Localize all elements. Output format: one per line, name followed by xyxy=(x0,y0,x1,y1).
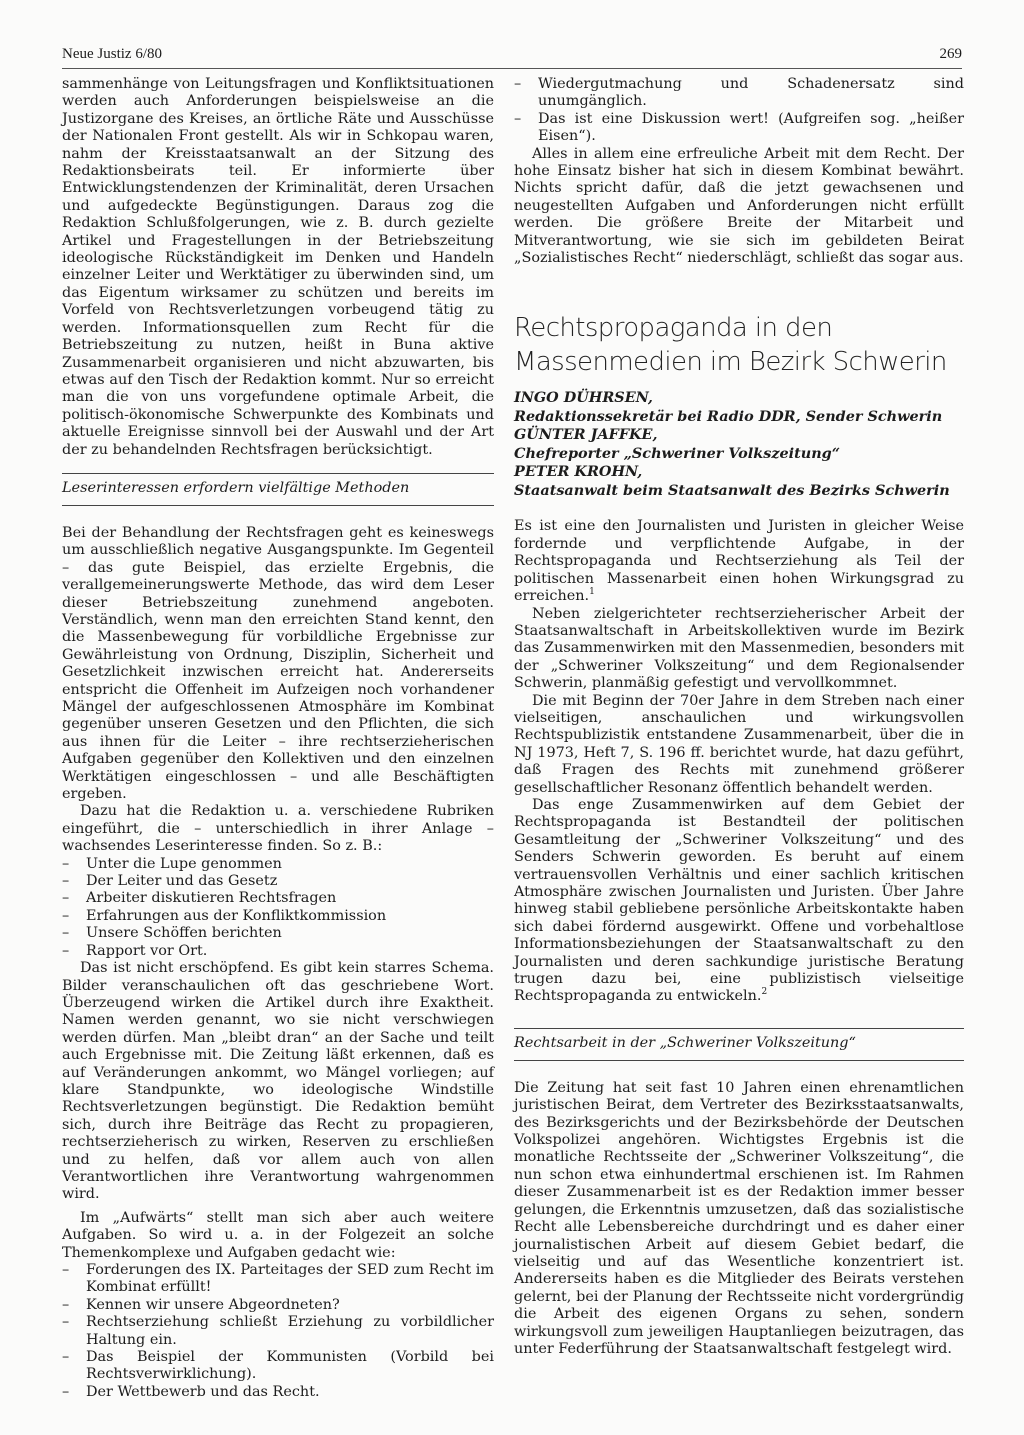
paragraph-text: Es ist eine den Journalisten und Juristen in gleicher Weise fordernde und verpflichtende Aufgabe, in der Rechtspropaganda und Rechtserziehung als Teil der politischen Massenarbeit einen hohen Wirkungsgrad zu erreichen. xyxy=(514,518,964,605)
topic-list-continued xyxy=(514,76,964,146)
list-item: – Unsere Schöffen berichten xyxy=(62,925,494,942)
paragraph: Die Zeitung hat seit fast 10 Jahren einen ehrenamtlichen juristischen Beirat, dem Vertreter des Bezirksstaatsanwalts, des Bezirksgerichts und der Bezirksbehörde der Deutschen Volkspolizei angehören. Wichtigstes Ergebnis ist die monatliche Rechtsseite der „Schweriner Volkszeitung“, die nun schon etwa einhundertmal erschienen ist. Im Rahmen dieser Zusammenarbeit ist es der Redaktion immer besser gelungen, die Erkenntnis umzusetzen, daß das sozialistische Recht alle Lebensbereiche durchdringt und es daher einer journalistischen Arbeit auf diesem Gebiet bedarf, die vielseitig und auf das Wesentliche konzentriert ist. Andererseits haben es die Mitglieder des Beirats verstehen gelernt, bei der Planung der Rechtsseite nicht vordergründig die Arbeit des eigenen Organs zu sehen, sondern wirkungsvoll zum jeweiligen Hauptanliegen beizutragen, das unter Federführung der Staatsanwaltschaft festgelegt wird. xyxy=(514,1079,964,1357)
paragraph: Im „Aufwärts“ stellt man sich aber auch weitere Aufgaben. So wird u. a. in der Folgezeit an solche Themenkomplexe und Aufgaben gedacht wie: xyxy=(62,1209,494,1261)
footnote-marker: 1 xyxy=(589,587,595,598)
paragraph: Die mit Beginn der 70er Jahre in dem Streben nach einer vielseitigen, anschaulichen und wirkungsvollen Rechtspublizistik entstandene Zusammenarbeit, über die in NJ 1973, Heft 7, S. 196 ff. berichtet wurde, hat dazu geführt, daß Fragen des Rechts mit zunehmend größerer gesellschaftlicher Resonanz öffentlich behandelt werden. xyxy=(514,692,964,796)
list-item: – Wiedergutmachung und Schadenersatz sind unumgänglich. xyxy=(514,76,964,111)
journal-issue: Neue Justiz 6/80 xyxy=(62,46,162,62)
author-role: Staatsanwalt beim Staatsanwalt des Bezirks Schwerin xyxy=(514,481,950,499)
list-item: – Der Wettbewerb und das Recht. xyxy=(62,1384,494,1401)
list-item: – Das Beispiel der Kommunisten (Vorbild bei Rechtsverwirklichung). xyxy=(62,1349,494,1384)
list-item: – Das ist eine Diskussion wert! (Aufgreifen sog. „heißer Eisen“). xyxy=(514,111,964,146)
running-header xyxy=(62,46,962,69)
rubric-list xyxy=(62,856,494,960)
author-name: INGO DÜHRSEN, xyxy=(514,389,653,407)
paragraph xyxy=(514,797,964,1006)
author-role: Redaktionssekretär bei Radio DDR, Sender Schwerin xyxy=(514,407,943,425)
section-heading: Rechtsarbeit in der „Schweriner Volkszeitung“ xyxy=(514,1029,964,1061)
list-item: – Forderungen des IX. Parteitages der SED zum Recht im Kombinat erfüllt! xyxy=(62,1262,494,1297)
paragraph xyxy=(514,518,964,605)
topic-list xyxy=(62,1262,494,1401)
footnote-marker: 2 xyxy=(761,987,768,998)
author-name: GÜNTER JAFFKE, xyxy=(514,426,658,444)
list-item: – Unter die Lupe genommen xyxy=(62,856,494,873)
left-column xyxy=(62,76,494,1401)
list-item: – Rapport vor Ort. xyxy=(62,943,494,960)
author-list xyxy=(514,389,964,500)
right-column xyxy=(514,76,964,1358)
paragraph: Dazu hat die Redaktion u. a. verschiedene Rubriken eingeführt, die – unterschiedlich in ihrer Anlage – wachsendes Leserinteresse finden. So z. B.: xyxy=(62,803,494,855)
paragraph: Das ist nicht erschöpfend. Es gibt kein starres Schema. Bilder veranschaulichen oft das geschriebene Wort. Überzeugend wirken die Artikel durch ihre Exaktheit. Namen werden genannt, wo sie nicht verschwiegen werden dürfen. Man „bleibt dran“ an der Sache und teilt auch Ergebnisse mit. Die Zeitung läßt erkennen, daß es auf Veränderungen ankommt, wo Mängel vorliegen; auf klare Standpunkte, wo ideologische Windstille Rechtsverletzungen begünstigt. Die Redaktion bemüht sich, durch ihre Beiträge das Recht zu propagieren, rechtserzieherisch zu wirken, Reserven zu erschließen und zu helfen, daß vor allem auch von allen Verantwortlichen ihre Verantwortung wahrgenommen wird. xyxy=(62,960,494,1203)
paragraph: Neben zielgerichteter rechtserzieherischer Arbeit der Staatsanwaltschaft in Arbeitskollektiven wurde im Bezirk das Zusammenwirken mit den Massenmedien, besonders mit der „Schweriner Volkszeitung“ und dem Regionalsender Schwerin, planmäßig gefestigt und vervollkommnet. xyxy=(514,605,964,692)
list-item: – Der Leiter und das Gesetz xyxy=(62,873,494,890)
list-item: – Rechtserziehung schließt Erziehung zu vorbildlicher Haltung ein. xyxy=(62,1314,494,1349)
article-title: Rechtspropaganda in den Massenmedien im Bezirk Schwerin xyxy=(514,313,947,378)
author-name: PETER KROHN, xyxy=(514,463,643,481)
list-item: – Arbeiter diskutieren Rechtsfragen xyxy=(62,890,494,907)
section-heading: Leserinteressen erfordern vielfältige Methoden xyxy=(62,474,494,506)
paragraph: sammenhänge von Leitungsfragen und Konfliktsituationen werden auch Anforderungen beispielsweise an die Justizorgane des Kreises, an örtliche Räte und Ausschüsse der Nationalen Front gestellt. Als wir in Schkopau waren, nahm der Kreisstaatsanwalt an der Sitzung des Redaktionsbeirats teil. Er informierte über Entwicklungstendenzen der Kriminalität, deren Ursachen und aufgedeckte Begünstigungen. Daraus zog die Redaktion Schlußfolgerungen, wie z. B. durch gezielte Artikel und Fragestellungen in der Betriebszeitung ideologische Rückständigkeit im Denken und Handeln einzelner Leiter und Werktätiger zu überwinden sind, um das Eigentum wirksamer zu schützen und bereits im Vorfeld von Rechtsverletzungen vorbeugend tätig zu werden. Informationsquellen zum Recht für die Betriebszeitung zu nutzen, heißt in Buna aktive Zusammenarbeit organisieren und nicht abzuwarten, bis etwas auf den Tisch der Redaktion kommt. Nur so erreicht man die von uns vorgefundene optimale Arbeit, die politisch-ökonomische Schwerpunkte des Kombinats und aktuelle Ereignisse sinnvoll bei der Auswahl und der Art der zu behandelnden Rechtsfragen berücksichtigt. xyxy=(62,76,494,458)
author-role: Chefreporter „Schweriner Volkszeitung“ xyxy=(514,444,841,462)
paragraph: Bei der Behandlung der Rechtsfragen geht es keineswegs um ausschließlich negative Ausgangspunkte. Im Gegenteil – das gute Beispiel, das erzielte Ergebnis, die verallgemeinerungswerte Methode, das wird dem Leser dieser Betriebszeitung zunehmend angeboten. Verständlich, wenn man den erreichten Stand kennt, den die Massenbewegung für vorbildliche Ergebnisse zur Gewährleistung von Ordnung, Disziplin, Sicherheit und Gesetzlichkeit inzwischen erreicht hat. Andererseits entspricht die Offenheit im Aufzeigen noch vorhandener Mängel der aufgeschlossenen Atmosphäre im Kombinat gegenüber unseren Gesetzen und den Pflichten, die sich aus ihnen für die Leiter – ihre rechtserzieherischen Aufgaben gegenüber den Kollektiven und den einzelnen Werktätigen eingeschlossen – und alle Beschäftigten ergeben. xyxy=(62,524,494,803)
page-number: 269 xyxy=(939,46,962,62)
list-item: – Erfahrungen aus der Konfliktkommission xyxy=(62,908,494,925)
paragraph: Alles in allem eine erfreuliche Arbeit mit dem Recht. Der hohe Einsatz bisher hat sich in diesem Kombinat bewährt. Nichts spricht dafür, daß die jetzt gewachsenen und neugestellten Aufgaben und Anforderungen nicht erfüllt werden. Die größere Breite der Mitarbeit und Mitverantwortung, wie sie sich im gebildeten Beirat „Sozialistisches Recht“ niederschlägt, schließt das sogar aus. xyxy=(514,145,964,267)
paragraph-text: Das enge Zusammenwirken auf dem Gebiet der Rechtspropaganda ist Bestandteil der politischen Gesamtleitung der „Schweriner Volkszeitung“ und des Senders Schwerin geworden. Es beruht auf einem vertrauensvollen Verhältnis und einer sachlich kritischen Atmosphäre zwischen Journalisten und Juristen. Über Jahre hinweg stabil gebliebene persönliche Arbeitskontakte haben sich dabei fördernd ausgewirkt. Offene und vorbehaltlose Informationsbeziehungen der Staatsanwaltschaft zu den Journalisten und deren sachkundige juristische Beratung trugen dazu bei, eine publizistisch vielseitige Rechtspropaganda zu entwickeln. xyxy=(514,796,964,1005)
list-item: – Kennen wir unsere Abgeordneten? xyxy=(62,1297,494,1314)
